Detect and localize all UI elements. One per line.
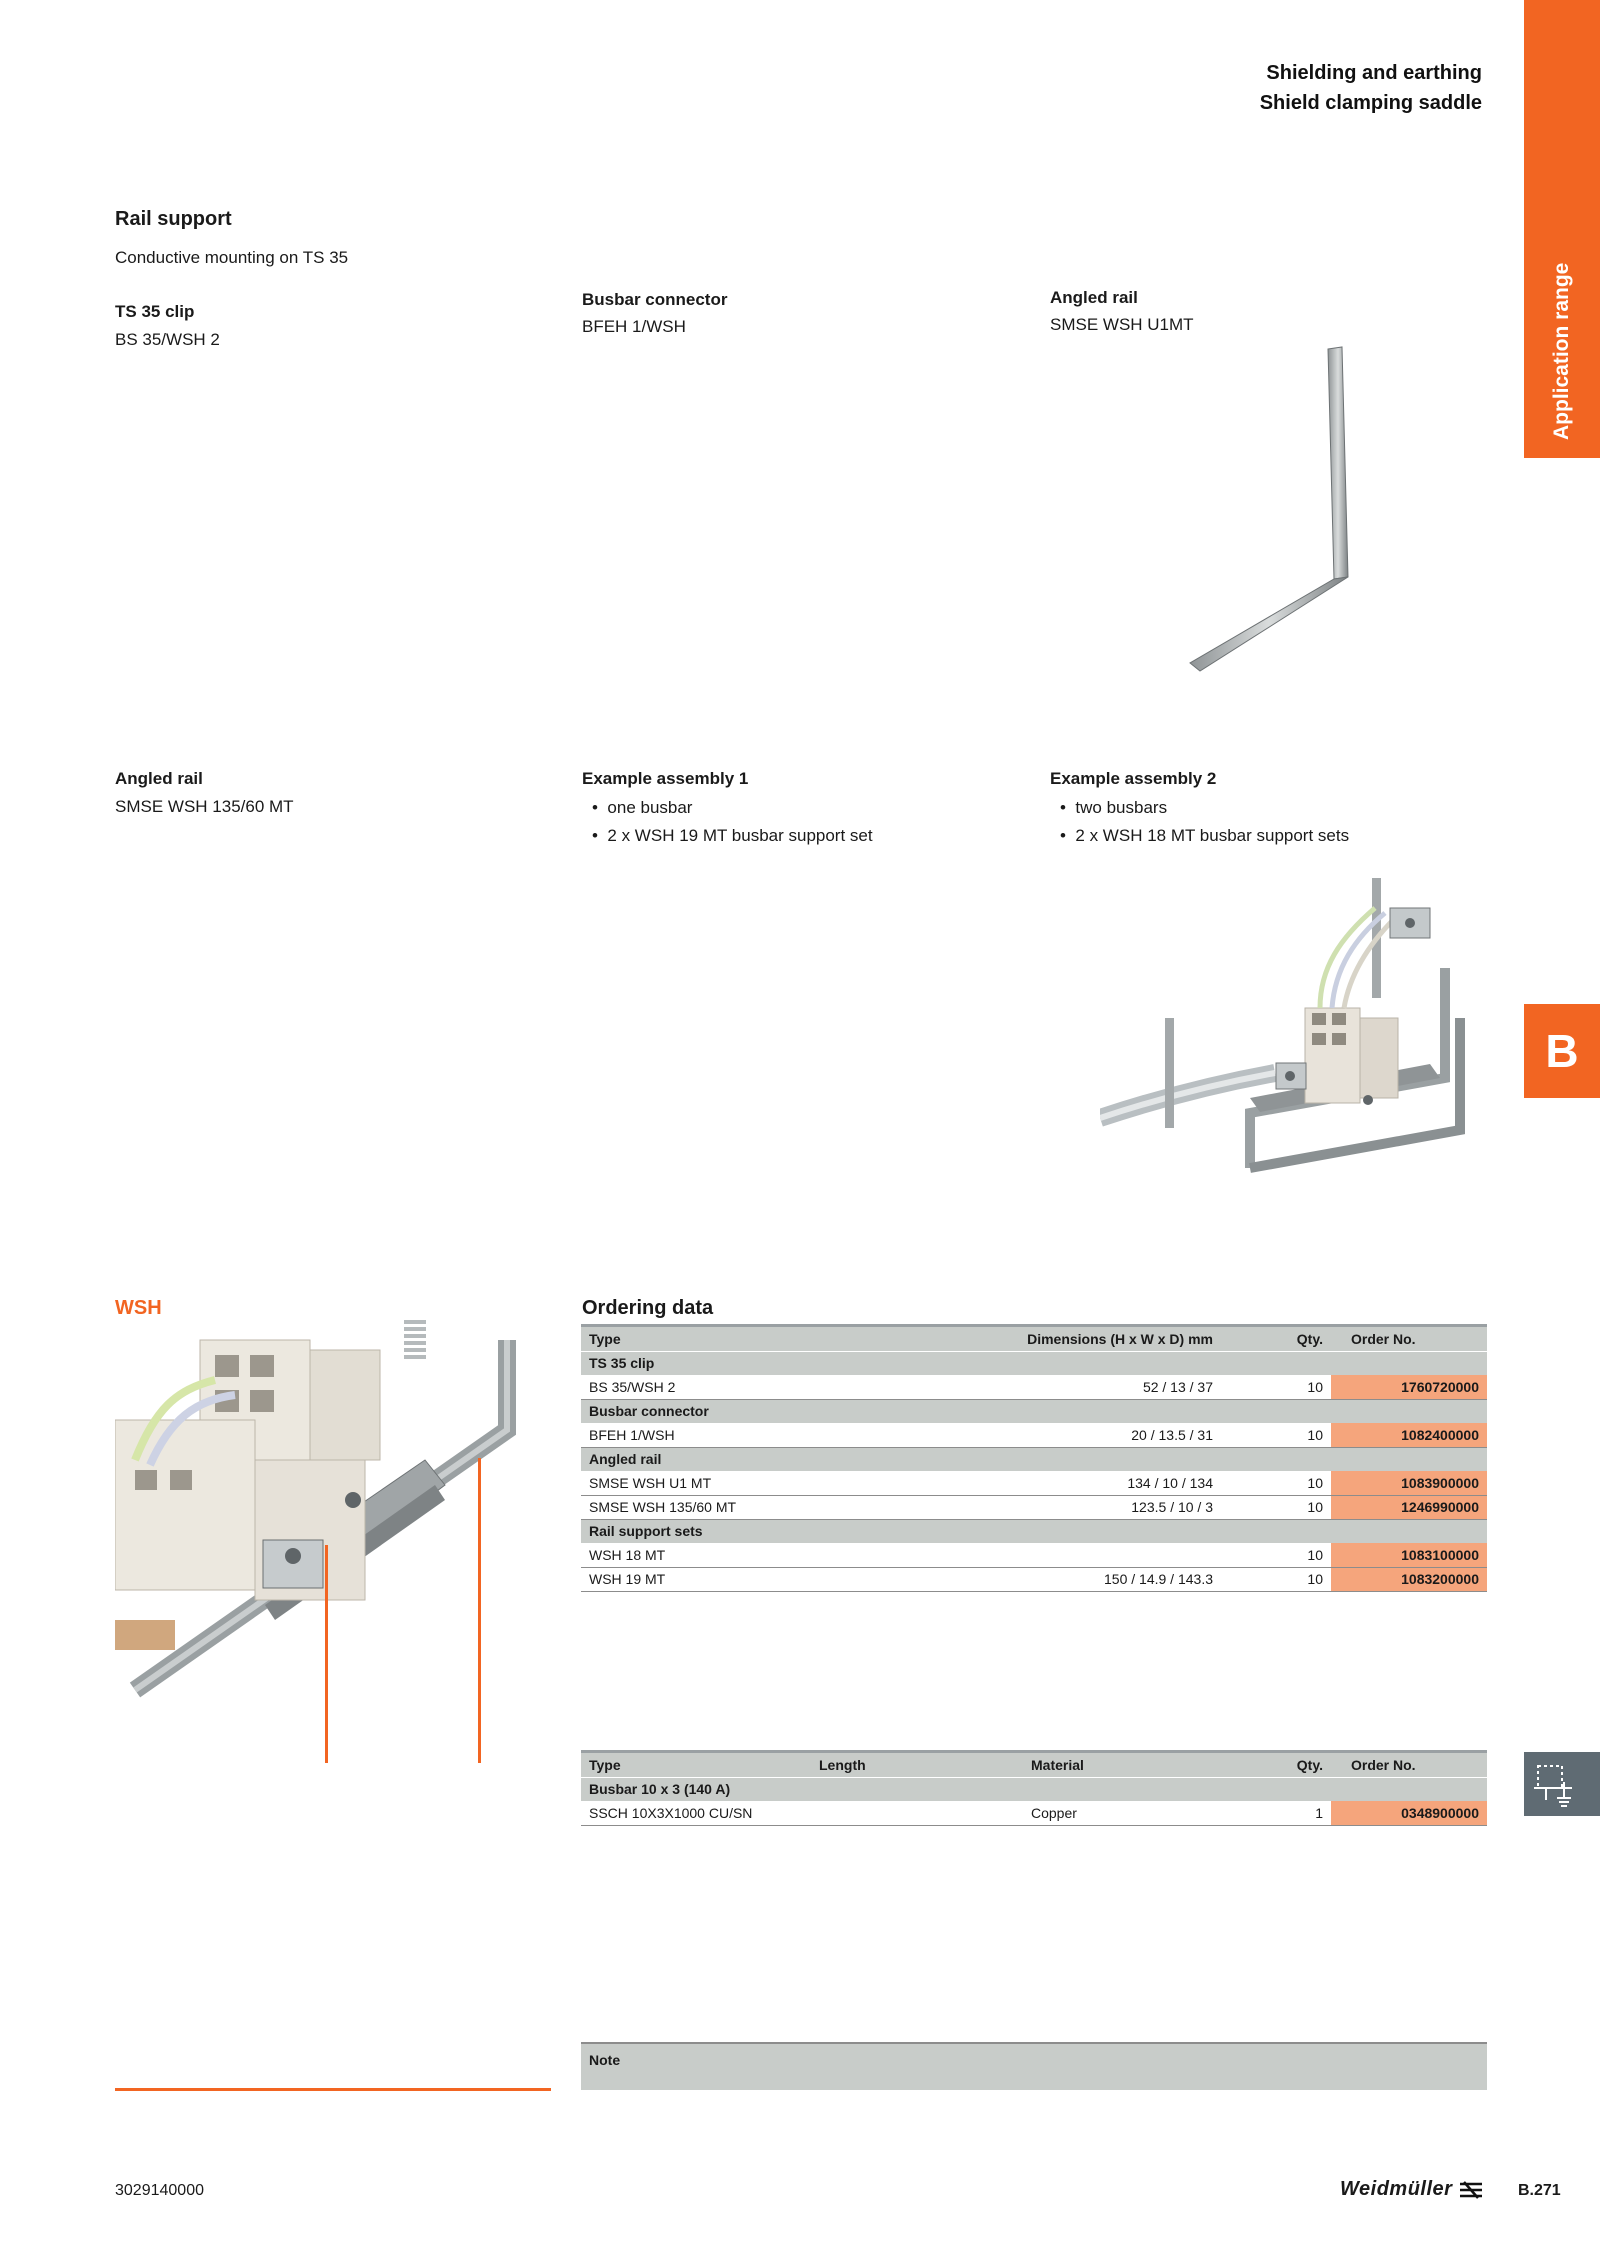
chapter-letter: B xyxy=(1524,1004,1600,1098)
group-name: Busbar connector xyxy=(581,1399,1487,1423)
table-row xyxy=(581,1543,1487,1567)
example-1-bullet-text: 2 x WSH 19 MT busbar support set xyxy=(607,826,873,845)
angled-rail-1-value: SMSE WSH U1MT xyxy=(1050,315,1194,334)
shield-earth-symbol-icon xyxy=(1524,1752,1600,1816)
cell-qty: 10 xyxy=(1221,1375,1331,1399)
product-name: WSH xyxy=(115,1297,162,1319)
example-2-bullet: • 2 x WSH 18 MT busbar support sets xyxy=(1060,826,1350,845)
cell-dimensions: 134 / 10 / 134 xyxy=(801,1471,1221,1495)
col-dimensions: Dimensions (H x W x D) mm xyxy=(801,1327,1221,1351)
rail-support-title: Rail support xyxy=(115,208,232,230)
example-assembly-2-image xyxy=(1100,868,1490,1208)
col-qty: Qty. xyxy=(1231,1753,1331,1777)
table-row xyxy=(581,1375,1487,1399)
cell-dimensions: 150 / 14.9 / 143.3 xyxy=(801,1567,1221,1591)
cell-type: BS 35/WSH 2 xyxy=(581,1375,801,1399)
cell-qty: 10 xyxy=(1221,1567,1331,1591)
col-material: Material xyxy=(1023,1753,1231,1777)
angled-rail-2-value: SMSE WSH 135/60 MT xyxy=(115,797,294,816)
ordering-header-row xyxy=(581,1327,1487,1351)
clip-value: BS 35/WSH 2 xyxy=(115,330,220,349)
cell-order-no: 1082400000 xyxy=(1331,1423,1487,1447)
busbar-connector-value: BFEH 1/WSH xyxy=(582,317,686,336)
header-line-2: Shield clamping saddle xyxy=(1259,92,1482,114)
example-2-bullet-text: 2 x WSH 18 MT busbar support sets xyxy=(1075,826,1350,845)
group-name: Angled rail xyxy=(581,1447,1487,1471)
example-2-bullet-text: two busbars xyxy=(1075,798,1168,817)
footer-code: 3029140000 xyxy=(115,2182,204,2199)
cell-type: WSH 19 MT xyxy=(581,1567,801,1591)
header-line-1: Shielding and earthing xyxy=(1266,62,1482,84)
group-name: Busbar 10 x 3 (140 A) xyxy=(581,1777,1487,1801)
table-row xyxy=(581,1801,1487,1825)
example-2-bullet: • two busbars xyxy=(1060,798,1168,817)
angled-rail-1-label: Angled rail xyxy=(1050,288,1138,307)
cell-dimensions: 123.5 / 10 / 3 xyxy=(801,1495,1221,1519)
ordering-title: Ordering data xyxy=(582,1297,714,1319)
cell-material: Copper xyxy=(1023,1801,1231,1825)
side-tab-label: Application range xyxy=(1550,262,1573,440)
table-row xyxy=(581,1495,1487,1519)
cell-order-no: 1760720000 xyxy=(1331,1375,1487,1399)
angled-rail-2-label: Angled rail xyxy=(115,769,203,788)
cell-qty: 10 xyxy=(1221,1495,1331,1519)
table-row xyxy=(581,1567,1487,1591)
cell-qty: 10 xyxy=(1221,1543,1331,1567)
cell-dimensions: 20 / 13.5 / 31 xyxy=(801,1423,1221,1447)
cell-type: SMSE WSH U1 MT xyxy=(581,1471,801,1495)
busbar-table xyxy=(581,1753,1487,1826)
cell-qty: 10 xyxy=(1221,1471,1331,1495)
cell-length xyxy=(811,1801,1023,1825)
cell-dimensions: 52 / 13 / 37 xyxy=(801,1375,1221,1399)
cell-qty: 10 xyxy=(1221,1423,1331,1447)
side-tab xyxy=(1524,0,1600,458)
group-row xyxy=(581,1447,1487,1471)
callout-line xyxy=(478,1458,481,1763)
group-row xyxy=(581,1519,1487,1543)
table-row xyxy=(581,1423,1487,1447)
page-header xyxy=(1260,58,1482,118)
group-row xyxy=(581,1399,1487,1423)
busbar-connector-label: Busbar connector xyxy=(582,290,728,309)
cell-order-no: 1083100000 xyxy=(1331,1543,1487,1567)
col-type: Type xyxy=(581,1753,811,1777)
cell-dimensions xyxy=(801,1543,1221,1567)
example-1-bullet: • 2 x WSH 19 MT busbar support set xyxy=(592,826,873,845)
cell-type: SMSE WSH 135/60 MT xyxy=(581,1495,801,1519)
page-number: B.271 xyxy=(1518,2182,1561,2199)
brand-name: Weidmüller xyxy=(1340,2178,1453,2200)
col-qty: Qty. xyxy=(1221,1327,1331,1351)
cell-order-no: 1083900000 xyxy=(1331,1471,1487,1495)
note-label: Note xyxy=(589,2052,621,2068)
product-image xyxy=(115,1320,551,1763)
section-divider xyxy=(115,2088,551,2091)
cell-type: BFEH 1/WSH xyxy=(581,1423,801,1447)
cell-type: SSCH 10X3X1000 CU/SN xyxy=(581,1801,811,1825)
callout-line xyxy=(325,1545,328,1763)
example-1-bullet-text: one busbar xyxy=(607,798,693,817)
example-1-bullet: • one busbar xyxy=(592,798,693,817)
ordering-table xyxy=(581,1327,1487,1592)
example-1-label: Example assembly 1 xyxy=(582,769,749,788)
cell-order-no: 0348900000 xyxy=(1331,1801,1487,1825)
note-box xyxy=(581,2042,1487,2090)
busbar-header-row xyxy=(581,1753,1487,1777)
weidmuller-logo-icon xyxy=(1458,2180,1484,2200)
rail-support-subtitle: Conductive mounting on TS 35 xyxy=(115,248,349,267)
cell-type: WSH 18 MT xyxy=(581,1543,801,1567)
angled-rail-image xyxy=(1180,345,1360,685)
table-row xyxy=(581,1471,1487,1495)
clip-label: TS 35 clip xyxy=(115,302,195,321)
col-length: Length xyxy=(811,1753,1023,1777)
group-row xyxy=(581,1777,1487,1801)
group-name: TS 35 clip xyxy=(581,1351,1487,1375)
example-2-label: Example assembly 2 xyxy=(1050,769,1217,788)
col-type: Type xyxy=(581,1327,801,1351)
cell-qty: 1 xyxy=(1231,1801,1331,1825)
brand-logo xyxy=(1340,2178,1484,2201)
col-order-no: Order No. xyxy=(1331,1327,1487,1351)
col-order-no: Order No. xyxy=(1331,1753,1487,1777)
group-name: Rail support sets xyxy=(581,1519,1487,1543)
cell-order-no: 1246990000 xyxy=(1331,1495,1487,1519)
group-row xyxy=(581,1351,1487,1375)
cell-order-no: 1083200000 xyxy=(1331,1567,1487,1591)
